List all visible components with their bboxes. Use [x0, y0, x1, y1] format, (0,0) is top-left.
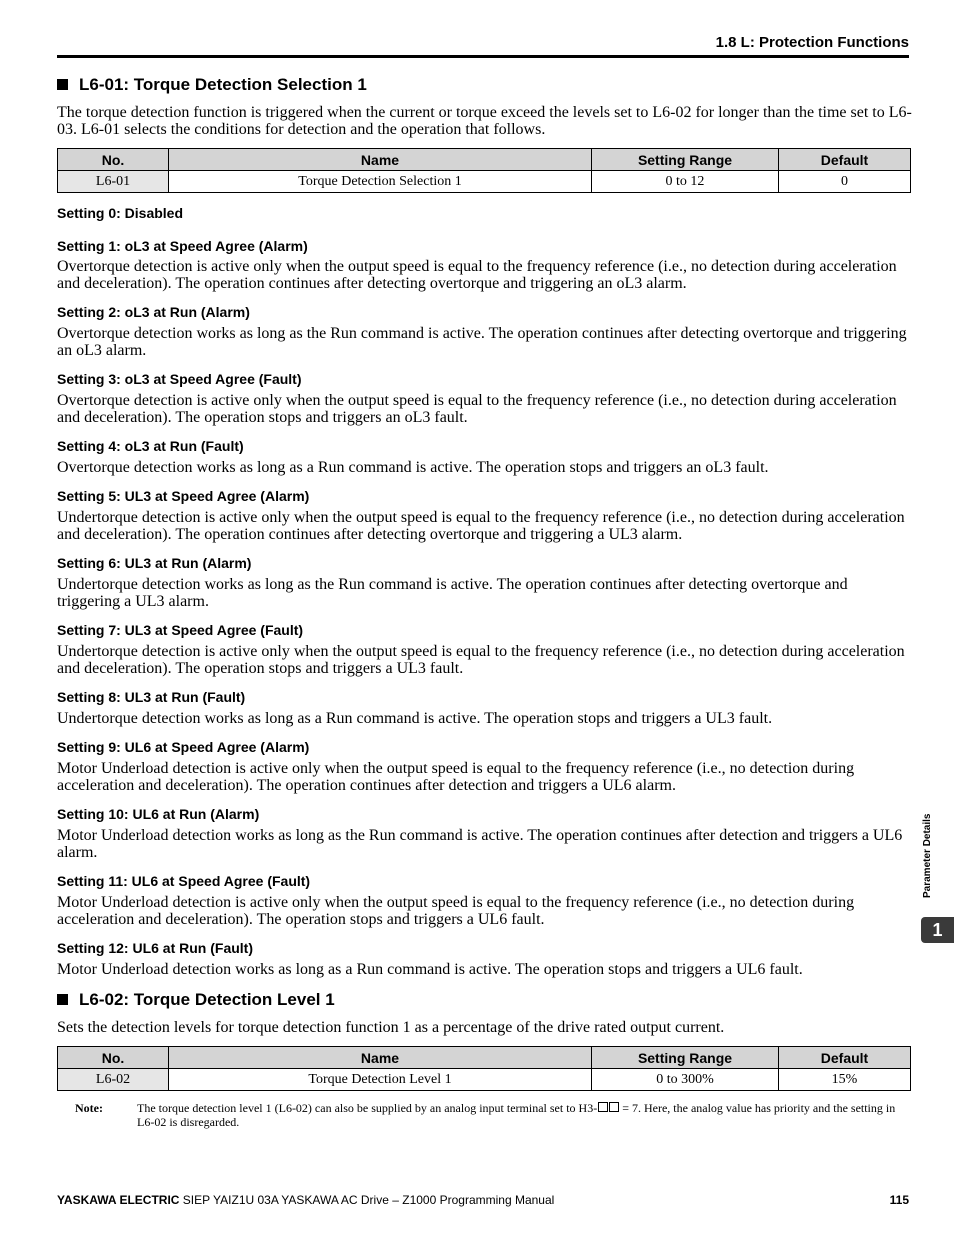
setting-title: Setting 1: oL3 at Speed Agree (Alarm): [57, 238, 308, 254]
setting-description: Undertorque detection is active only when the output speed is equal to the frequency reference (i.e., no detection during acceleration and deceleration). The operation continues after detecting overtorque and triggering a UL3 alarm.: [57, 509, 905, 543]
setting-title: Setting 7: UL3 at Speed Agree (Fault): [57, 622, 304, 638]
chapter-number: 1: [932, 920, 943, 940]
side-tab-text: Parameter Details: [922, 813, 933, 898]
note-text-start: The torque detection level 1 (L6-02) can also be supplied by an analog input terminal set to H3-: [137, 1101, 598, 1115]
setting-title: Setting 10: UL6 at Run (Alarm): [57, 806, 260, 822]
setting-description: Undertorque detection is active only when the output speed is equal to the frequency reference (i.e., no detection during acceleration and deceleration). The operation stops and triggers a UL3 fault.: [57, 643, 905, 677]
parameter-table-l6-01: [57, 148, 911, 193]
column-header: Name: [169, 1047, 592, 1069]
footer-brand: YASKAWA ELECTRIC: [57, 1193, 180, 1207]
chapter-tab: [921, 917, 954, 943]
setting-title: Setting 5: UL3 at Speed Agree (Alarm): [57, 488, 310, 504]
setting-title: Setting 2: oL3 at Run (Alarm): [57, 304, 250, 320]
setting-title: Setting 9: UL6 at Speed Agree (Alarm): [57, 739, 310, 755]
setting-description: Motor Underload detection works as long as a Run command is active. The operation stops and triggers a UL6 fault.: [57, 961, 803, 978]
square-bullet-icon: [57, 994, 68, 1005]
table-header-row: [58, 1047, 911, 1069]
table-row: [58, 1069, 911, 1091]
setting-description: Undertorque detection works as long as a Run command is active. The operation stops and triggers a UL3 fault.: [57, 710, 773, 727]
setting-title: Setting 0: Disabled: [57, 205, 184, 221]
setting-title: Setting 3: oL3 at Speed Agree (Fault): [57, 371, 302, 387]
placeholder-box-icon: [609, 1102, 619, 1112]
setting-title: Setting 6: UL3 at Run (Alarm): [57, 555, 252, 571]
setting-description: Motor Underload detection works as long as the Run command is active. The operation continues after detection and triggers a UL6 alarm.: [57, 827, 903, 861]
column-header: No.: [58, 1047, 169, 1069]
table-cell: L6-01: [58, 171, 169, 193]
section-heading-l6-02: [57, 990, 335, 1010]
page-number: 115: [889, 1193, 909, 1207]
table-header-row: [58, 149, 911, 171]
table-cell: 0 to 12: [592, 171, 779, 193]
setting-description: Motor Underload detection is active only when the output speed is equal to the frequency reference (i.e., no detection during acceleration and deceleration). The operation continues after detection and triggers a UL6 alarm.: [57, 760, 855, 794]
table-cell: Torque Detection Level 1: [169, 1069, 592, 1091]
setting-description: Overtorque detection works as long as a Run command is active. The operation stops and triggers an oL3 fault.: [57, 459, 769, 476]
parameter-table-l6-02: [57, 1046, 911, 1091]
setting-title: Setting 8: UL3 at Run (Fault): [57, 689, 246, 705]
section-heading-l6-01: [57, 75, 367, 95]
heading-text: L6-02: Torque Detection Level 1: [79, 990, 335, 1009]
table-cell: 0: [779, 171, 911, 193]
column-header: Setting Range: [592, 149, 779, 171]
table-cell: 0 to 300%: [592, 1069, 779, 1091]
intro-paragraph-l6-02: Sets the detection levels for torque detection function 1 as a percentage of the drive rated output current.: [57, 1019, 725, 1036]
setting-description: Overtorque detection is active only when the output speed is equal to the frequency reference (i.e., no detection during acceleration and deceleration). The operation stops and triggers an oL3 fault.: [57, 392, 897, 426]
table-row: [58, 171, 911, 193]
running-header: [57, 34, 909, 58]
footer-doc-title: SIEP YAIZ1U 03A YASKAWA AC Drive – Z1000 Programming Manual: [179, 1193, 555, 1207]
column-header: Default: [779, 149, 911, 171]
note-text-end: = 7. Here, the analog value has priority and the setting in L6-02 is disregarded.: [137, 1101, 896, 1129]
column-header: No.: [58, 149, 169, 171]
setting-description: Motor Underload detection is active only when the output speed is equal to the frequency reference (i.e., no detection during acceleration and deceleration). The operation stops and triggers a UL6 fault.: [57, 894, 855, 928]
setting-title: Setting 12: UL6 at Run (Fault): [57, 940, 253, 956]
table-cell: 15%: [779, 1069, 911, 1091]
setting-title: Setting 4: oL3 at Run (Fault): [57, 438, 244, 454]
setting-title: Setting 11: UL6 at Speed Agree (Fault): [57, 873, 311, 889]
setting-description: Overtorque detection is active only when the output speed is equal to the frequency reference (i.e., no detection during acceleration and deceleration). The operation continues after detecting overtorque and triggering an oL3 alarm.: [57, 258, 897, 292]
table-cell: L6-02: [58, 1069, 169, 1091]
square-bullet-icon: [57, 79, 68, 90]
page-footer: [57, 1193, 909, 1207]
column-header: Default: [779, 1047, 911, 1069]
side-tab-label: [922, 813, 938, 998]
column-header: Setting Range: [592, 1047, 779, 1069]
setting-description: Overtorque detection works as long as the Run command is active. The operation continues after detecting overtorque and triggering an oL3 alarm.: [57, 325, 907, 359]
section-title: 1.8 L: Protection Functions: [715, 34, 909, 51]
table-cell: Torque Detection Selection 1: [169, 171, 592, 193]
heading-text: L6-01: Torque Detection Selection 1: [79, 75, 367, 94]
note-text: [137, 1101, 910, 1129]
setting-description: Undertorque detection works as long as the Run command is active. The operation continues after detecting overtorque and triggering a UL3 alarm.: [57, 576, 848, 610]
intro-paragraph-l6-01: The torque detection function is triggered when the current or torque exceed the levels set to L6-02 for longer than the time set to L6-03. L6-01 selects the conditions for detection and the operation that follows.: [57, 104, 912, 138]
note-label: Note:: [75, 1101, 103, 1115]
placeholder-box-icon: [598, 1102, 608, 1112]
column-header: Name: [169, 149, 592, 171]
